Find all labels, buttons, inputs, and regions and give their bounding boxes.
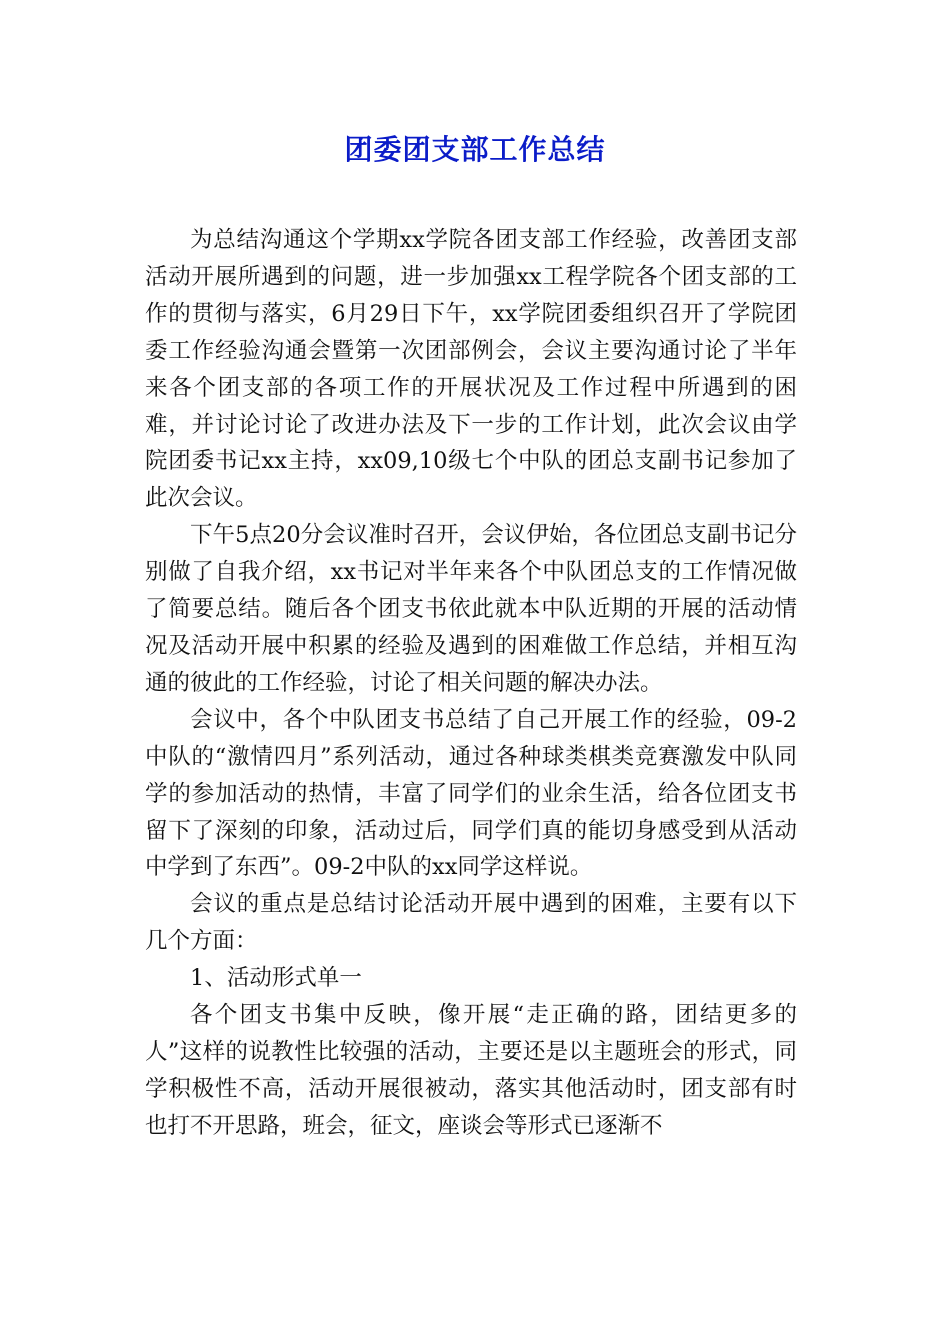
paragraph-feedback: 各个团支书集中反映，像开展“走正确的路，团结更多的人”这样的说教性比较强的活动，主要还是以主题班会的形式，同学积极性不高，活动开展很被动，落实其他活动时，团支部有时也打不开思路，班会，征文，座谈会等形式已逐渐不 [145,1002,797,1139]
paragraph-heading-1: 1、活动形式单一 [190,965,362,992]
paragraph-meeting-start: 下午5点20分会议准时召开，会议伊始，各位团总支副书记分别做了自我介绍，xx书记对半年来各个中队团总支的工作情况做了简要总结。随后各个团支书依此就本中队近期的开展的活动情况及活动开展中积累的经验及遇到的困难做工作总结，并相互沟通的彼此的工作经验，讨论了相关问题的解决办法。 [145,522,797,696]
document-title: 团委团支部工作总结 [344,133,606,166]
paragraph-key-points: 会议的重点是总结讨论活动开展中遇到的困难，主要有以下几个方面： [145,891,797,955]
paragraph-intro: 为总结沟通这个学期xx学院各团支部工作经验，改善团支部活动开展所遇到的问题，进一步加强xx工程学院各个团支部的工作的贯彻与落实，6月29日下午，xx学院团委组织召开了学院团委工作经验沟通会暨第一次团部例会，会议主要沟通讨论了半年来各个团支部的各项工作的开展状况及工作过程中所遇到的困难，并讨论讨论了改进办法及下一步的工作计划，此次会议由学院团委书记xx主持，xx09,10级七个中队的团总支副书记参加了此次会议。 [145,227,797,512]
document-body [145,222,797,1145]
paragraph-experience: 会议中，各个中队团支书总结了自己开展工作的经验，09-2中队的“激情四月”系列活动，通过各种球类棋类竞赛激发中队同学的参加活动的热情，丰富了同学们的业余生活，给各位团支书留下了深刻的印象，活动过后，同学们真的能切身感受到从活动中学到了东西”。09-2中队的xx同学这样说。 [145,706,797,881]
